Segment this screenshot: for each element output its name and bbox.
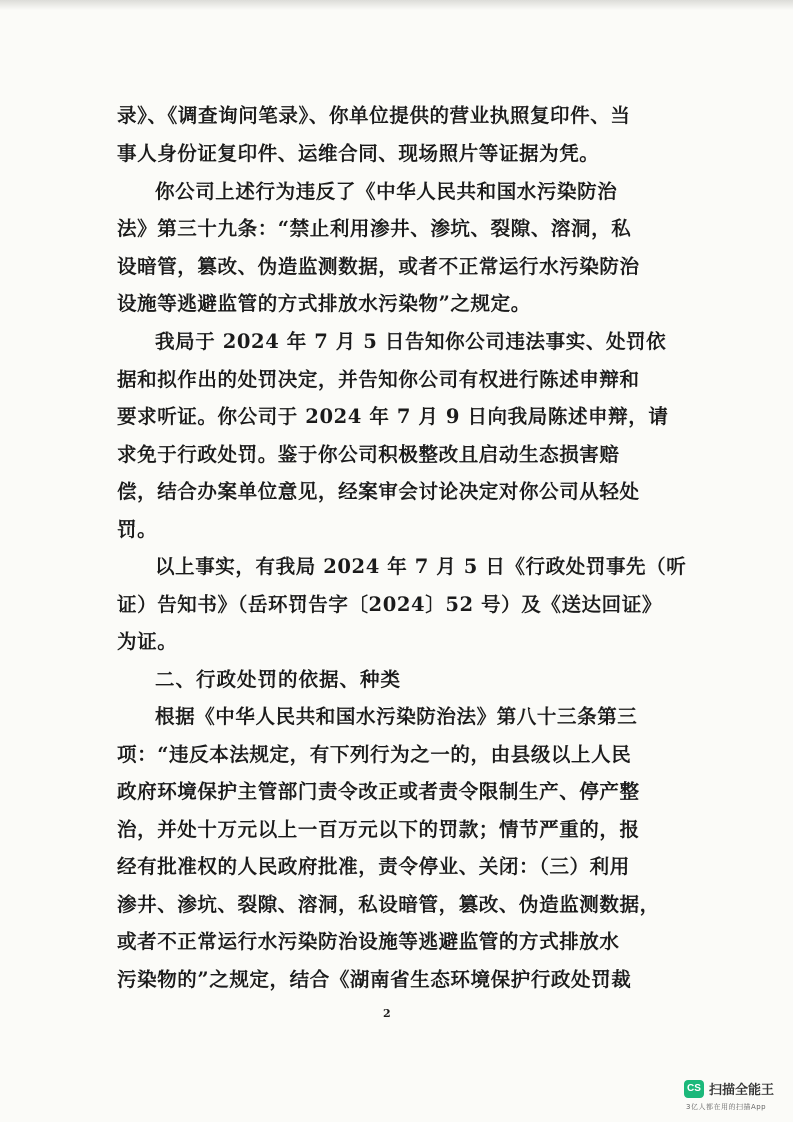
text-line: 录》、《调查询问笔录》、你单位提供的营业执照复印件、当 [117,104,631,127]
text-line: 偿，结合办案单位意见，经案审会讨论决定对你公司从轻处 [117,480,640,503]
text-line: 要求听证。你公司于 2024 年 7 月 9 日向我局陈述申辩，请 [117,405,669,428]
text-line: 据和拟作出的处罚决定，并告知你公司有权进行陈述申辩和 [117,368,640,391]
text-line: 你公司上述行为违反了《中华人民共和国水污染防治 [155,180,618,203]
text-line: 设施等逃避监管的方式排放水污染物”之规定。 [117,292,531,315]
text-line: 或者不正常运行水污染防治设施等逃避监管的方式排放水 [117,930,620,953]
text-line: 法》第三十九条：“禁止利用渗井、渗坑、裂隙、溶洞，私 [117,217,632,240]
scanner-watermark [684,1078,788,1116]
watermark-title: 扫描全能王 [709,1083,775,1098]
text-line: 求免于行政处罚。鉴于你公司积极整改且启动生态损害赔 [117,443,620,466]
text-line: 政府环境保护主管部门责令改正或者责令限制生产、停产整 [117,780,640,803]
text-line: 根据《中华人民共和国水污染防治法》第八十三条第三 [155,705,638,728]
camscanner-logo-icon: CS [684,1080,704,1098]
text-line: 经有批准权的人民政府批准，责令停业、关闭：（三）利用 [117,855,630,878]
text-line: 事人身份证复印件、运维合同、现场照片等证据为凭。 [117,142,600,165]
text-line: 罚。 [117,518,158,541]
text-line: 为证。 [117,630,178,653]
text-line: 以上事实，有我局 2024 年 7 月 5 日《行政处罚事先（听 [155,555,687,578]
text-line: 设暗管，篡改、伪造监测数据，或者不正常运行水污染防治 [117,255,640,278]
text-line: 证）告知书》（岳环罚告字〔2024〕52 号）及《送达回证》 [117,593,662,616]
text-line: 治，并处十万元以上一百万元以下的罚款；情节严重的，报 [117,818,640,841]
text-line: 污染物的”之规定，结合《湖南省生态环境保护行政处罚裁 [117,968,632,991]
watermark-tagline: 3亿人都在用的扫描App [686,1103,767,1111]
text-line: 项：“违反本法规定，有下列行为之一的，由县级以上人民 [117,743,632,766]
section-heading: 二、行政处罚的依据、种类 [155,668,402,691]
text-line: 我局于 2024 年 7 月 5 日告知你公司违法事实、处罚依 [155,330,667,353]
page-number: 2 [383,1007,391,1020]
text-line: 渗井、渗坑、裂隙、溶洞，私设暗管，篡改、伪造监测数据， [117,893,660,916]
